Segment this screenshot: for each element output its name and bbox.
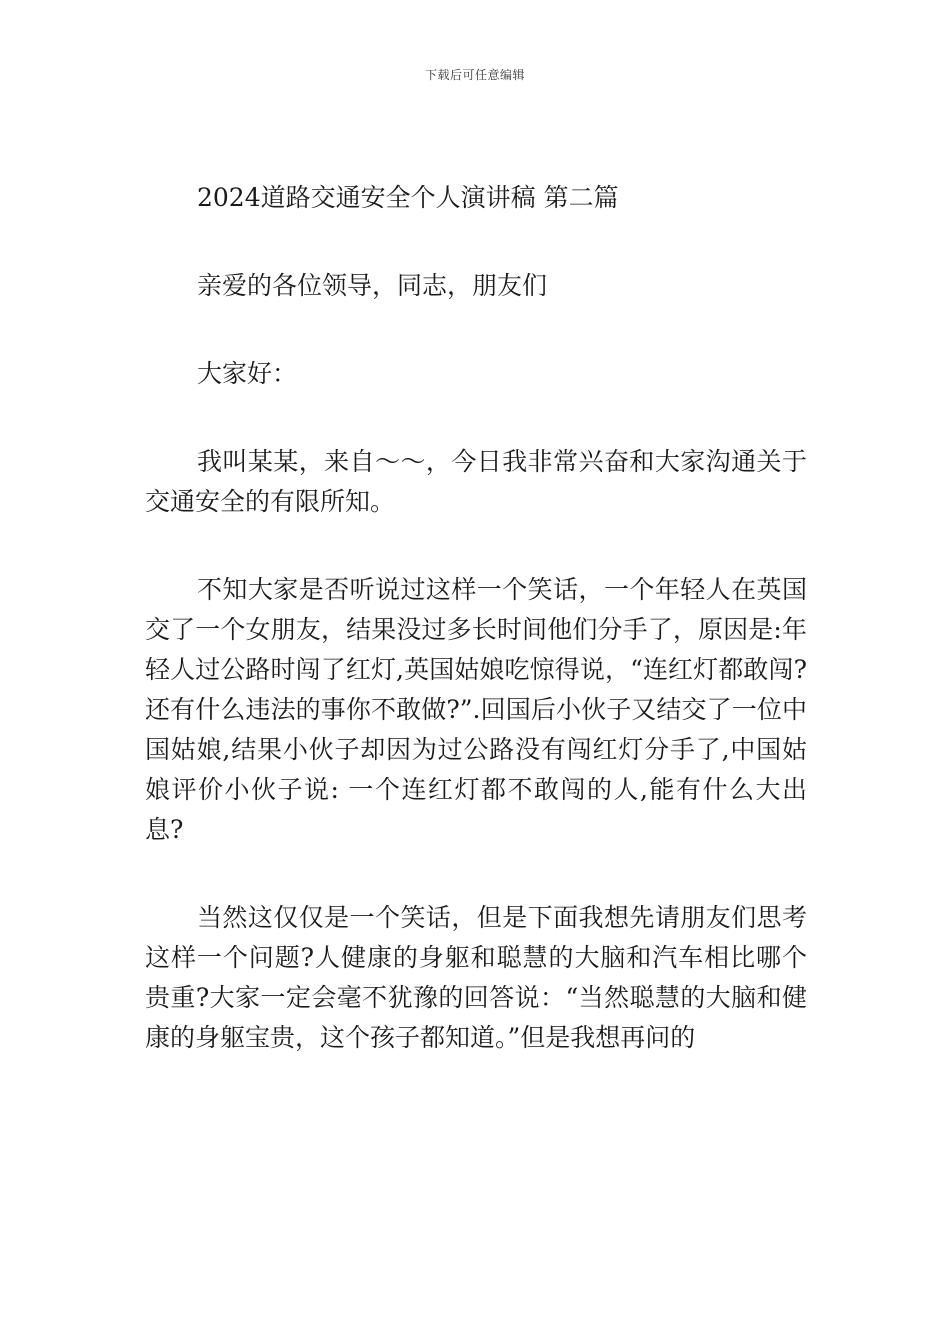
document-title: 2024道路交通安全个人演讲稿 第二篇: [197, 183, 619, 212]
paragraph-introduction: 我叫某某，来自～～，今日我非常兴奋和大家沟通关于交通安全的有限所知。: [145, 447, 807, 516]
header-note: 下载后可任意编辑: [424, 68, 525, 82]
paragraph-question: 当然这仅仅是一个笑话，但是下面我想先请朋友们思考这样一个问题?人健康的身躯和聪慧的大脑和汽车相比哪个贵重?大家一定会毫不犹豫的回答说：“当然聪慧的大脑和健康的身躯宝贵，这个孩子都知道。”但是我想再问的: [145, 903, 807, 1052]
salutation-line: 大家好：: [197, 359, 298, 388]
document-body: [145, 178, 807, 1058]
greeting-line: 亲爱的各位领导，同志，朋友们: [197, 271, 548, 300]
paragraph-joke: 不知大家是否听说过这样一个笑话，一个年轻人在英国交了一个女朋友，结果没过多长时间他们分手了，原因是:年轻人过公路时闯了红灯,英国姑娘吃惊得说，“连红灯都敢闯?还有什么违法的事你不敢做?”.回国后小伙子又结交了一位中国姑娘,结果小伙子却因为过公路没有闯红灯分手了,中国姑娘评价小伙子说: 一个连红灯都不敢闯的人,能有什么大出息?: [145, 575, 807, 844]
